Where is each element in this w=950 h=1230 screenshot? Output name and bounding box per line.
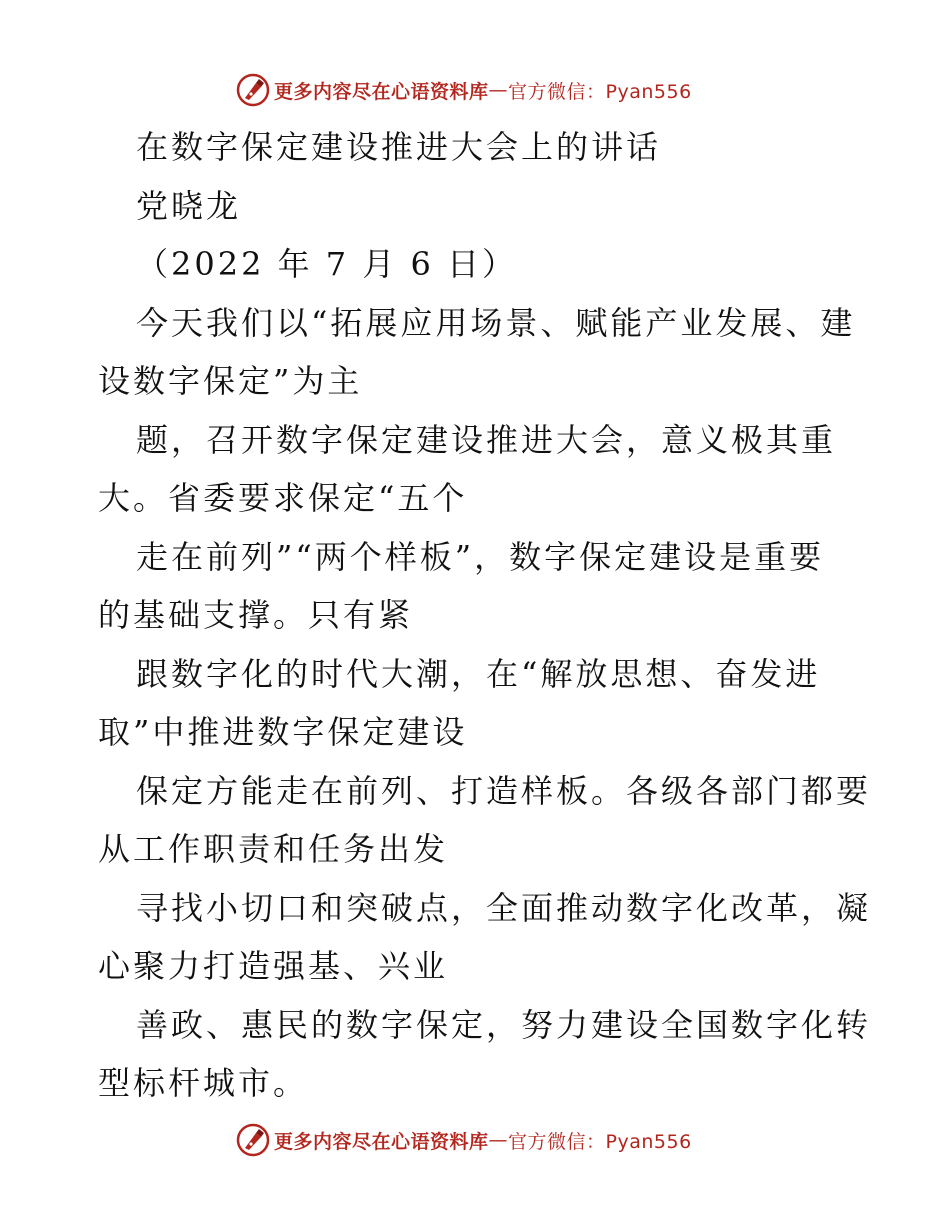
watermark-contact-text: 官方微信：Pyan556 (508, 80, 692, 103)
pen-nib-logo-icon (236, 1123, 270, 1157)
watermark-main-text: 更多内容尽在心语资料库 (274, 80, 489, 103)
document-body (98, 118, 872, 1113)
header-watermark (236, 72, 692, 108)
paragraph-line: 今天我们以“拓展应用场景、赋能产业发展、建 (136, 303, 856, 342)
document-date: （2022 年 7 月 6 日） (136, 245, 518, 283)
pen-nib-logo-icon (236, 73, 270, 107)
footer-watermark (236, 1122, 692, 1158)
paragraph-line: 设数字保定”为主 (98, 362, 363, 400)
paragraph-line: 心聚力打造强基、兴业 (98, 947, 449, 985)
document-title: 在数字保定建设推进大会上的讲话 (136, 128, 662, 166)
document-author: 党晓龙 (136, 186, 242, 225)
watermark-separator: — (488, 1129, 509, 1151)
paragraph-line: 取”中推进数字保定建设 (98, 713, 468, 751)
document-paragraphs (98, 294, 872, 1113)
paragraph-line: 的基础支撑。只有紧 (98, 596, 414, 634)
paragraph-line: 善政、惠民的数字保定，努力建设全国数字化转 (136, 1005, 872, 1044)
paragraph-line: 大。省委要求保定“五个 (98, 479, 468, 517)
paragraph-line: 型标杆城市。 (98, 1064, 309, 1102)
paragraph-line: 走在前列”“两个样板”，数字保定建设是重要 (136, 537, 825, 576)
watermark-separator: — (488, 79, 509, 101)
watermark-contact-text: 官方微信：Pyan556 (508, 1130, 692, 1153)
paragraph-line: 题，召开数字保定建设推进大会，意义极其重 (136, 420, 837, 459)
watermark-main-text: 更多内容尽在心语资料库 (274, 1130, 489, 1153)
paragraph-line: 寻找小切口和突破点，全面推动数字化改革，凝 (136, 888, 872, 927)
paragraph-line: 从工作职责和任务出发 (98, 830, 449, 868)
paragraph-line: 跟数字化的时代大潮，在“解放思想、奋发进 (136, 654, 821, 693)
paragraph-line: 保定方能走在前列、打造样板。各级各部门都要 (136, 771, 872, 810)
